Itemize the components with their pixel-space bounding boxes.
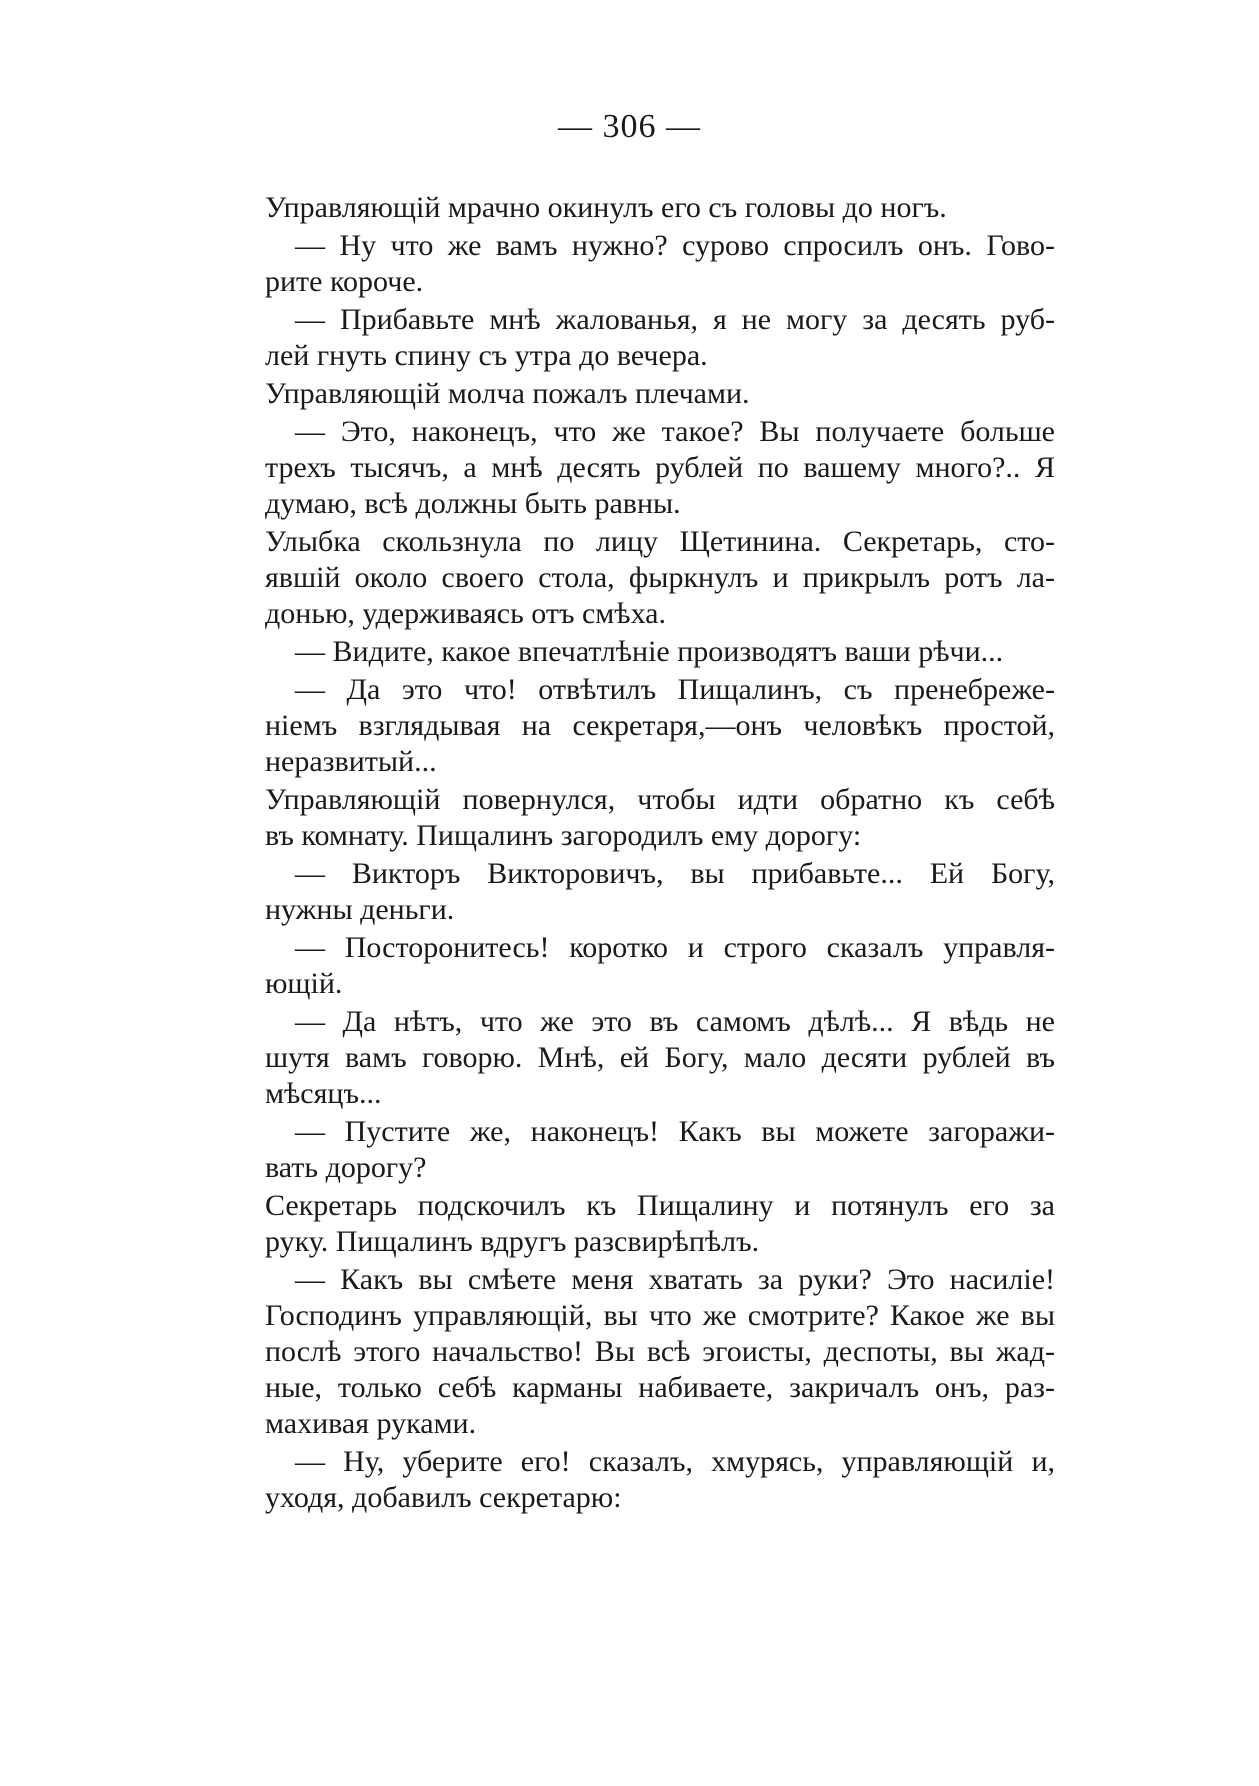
text-line: — Да нѣтъ, что же это въ самомъ дѣлѣ... Я вѣдь не <box>295 1005 1055 1038</box>
text-line: махивая руками. <box>265 1407 477 1440</box>
paragraph <box>265 930 1055 1002</box>
text-line: уходя, добавилъ секретарю: <box>265 1481 622 1514</box>
text-line: — Это, наконецъ, что же такое? Вы получаете больше <box>295 415 1055 448</box>
text-line: — Какъ вы смѣете меня хватать за руки? Это насиліе! <box>295 1263 1055 1296</box>
text-line: Управляющій мрачно окинулъ его съ головы до ногъ. <box>265 191 947 224</box>
text-line: лей гнуть спину съ утра до вечера. <box>265 339 708 372</box>
text-line: донью, удерживаясь отъ смѣха. <box>265 597 667 630</box>
text-line: — Пустите же, наконецъ! Какъ вы можете загоражи- <box>295 1115 1055 1148</box>
paragraph <box>265 376 1055 412</box>
text-line: руку. Пищалинъ вдругъ разсвирѣпѣлъ. <box>265 1225 760 1258</box>
paragraph <box>265 672 1055 780</box>
paragraph <box>265 190 1055 226</box>
text-line: послѣ этого начальство! Вы всѣ эгоисты, деспоты, вы жад- <box>265 1335 1055 1368</box>
body-text <box>265 190 1055 1518</box>
paragraph <box>265 302 1055 374</box>
paragraph <box>265 1262 1055 1442</box>
page-number: — 306 — <box>558 108 701 145</box>
paragraph <box>265 856 1055 928</box>
text-line: Управляющій повернулся, чтобы идти обратно къ себѣ <box>265 783 1055 816</box>
paragraph <box>265 1114 1055 1186</box>
text-line: — Викторъ Викторовичъ, вы прибавьте... Ей Богу, <box>295 857 1055 890</box>
paragraph <box>265 782 1055 854</box>
text-line: ніемъ взглядывая на секретаря,—онъ человѣкъ простой, <box>265 709 1055 742</box>
text-line: Управляющій молча пожалъ плечами. <box>265 377 750 410</box>
text-line: Господинъ управляющій, вы что же смотрите? Какое же вы <box>265 1299 1055 1332</box>
text-line: шутя вамъ говорю. Мнѣ, ей Богу, мало десяти рублей въ <box>265 1041 1055 1074</box>
text-line: — Видите, какое впечатлѣніе производятъ ваши рѣчи... <box>295 635 1004 668</box>
text-line: въ комнату. Пищалинъ загородилъ ему дорогу: <box>265 819 862 852</box>
paragraph <box>265 1444 1055 1516</box>
text-line: явшій около своего стола, фыркнулъ и прикрылъ ротъ ла- <box>265 561 1055 594</box>
text-line: неразвитый... <box>265 745 437 778</box>
text-line: — Посторонитесь! коротко и строго сказалъ управля- <box>295 931 1055 964</box>
text-line: Улыбка скользнула по лицу Щетинина. Секретарь, сто- <box>265 525 1055 558</box>
paragraph <box>265 414 1055 522</box>
paragraph <box>265 1004 1055 1112</box>
text-line: — Ну что же вамъ нужно? сурово спросилъ онъ. Гово- <box>295 229 1055 262</box>
text-line: трехъ тысячъ, а мнѣ десять рублей по вашему много?.. Я <box>265 451 1055 484</box>
paragraph <box>265 1188 1055 1260</box>
paragraph <box>265 228 1055 300</box>
text-line: думаю, всѣ должны быть равны. <box>265 487 681 520</box>
text-line: вать дорогу? <box>265 1151 427 1184</box>
text-line: — Да это что! отвѣтилъ Пищалинъ, съ пренебреже- <box>295 673 1055 706</box>
text-line: нужны деньги. <box>265 893 455 926</box>
text-line: Секретарь подскочилъ къ Пищалину и потянулъ его за <box>265 1189 1055 1222</box>
text-line: мѣсяцъ... <box>265 1077 382 1110</box>
text-line: — Ну, уберите его! сказалъ, хмурясь, управляющій и, <box>295 1445 1055 1478</box>
paragraph <box>265 634 1055 670</box>
text-line: рите короче. <box>265 265 424 298</box>
text-line: — Прибавьте мнѣ жалованья, я не могу за десять руб- <box>295 303 1055 336</box>
paragraph <box>265 524 1055 632</box>
text-line: ющій. <box>265 967 343 1000</box>
text-line: ные, только себѣ карманы набиваете, закричалъ онъ, раз- <box>265 1371 1055 1404</box>
